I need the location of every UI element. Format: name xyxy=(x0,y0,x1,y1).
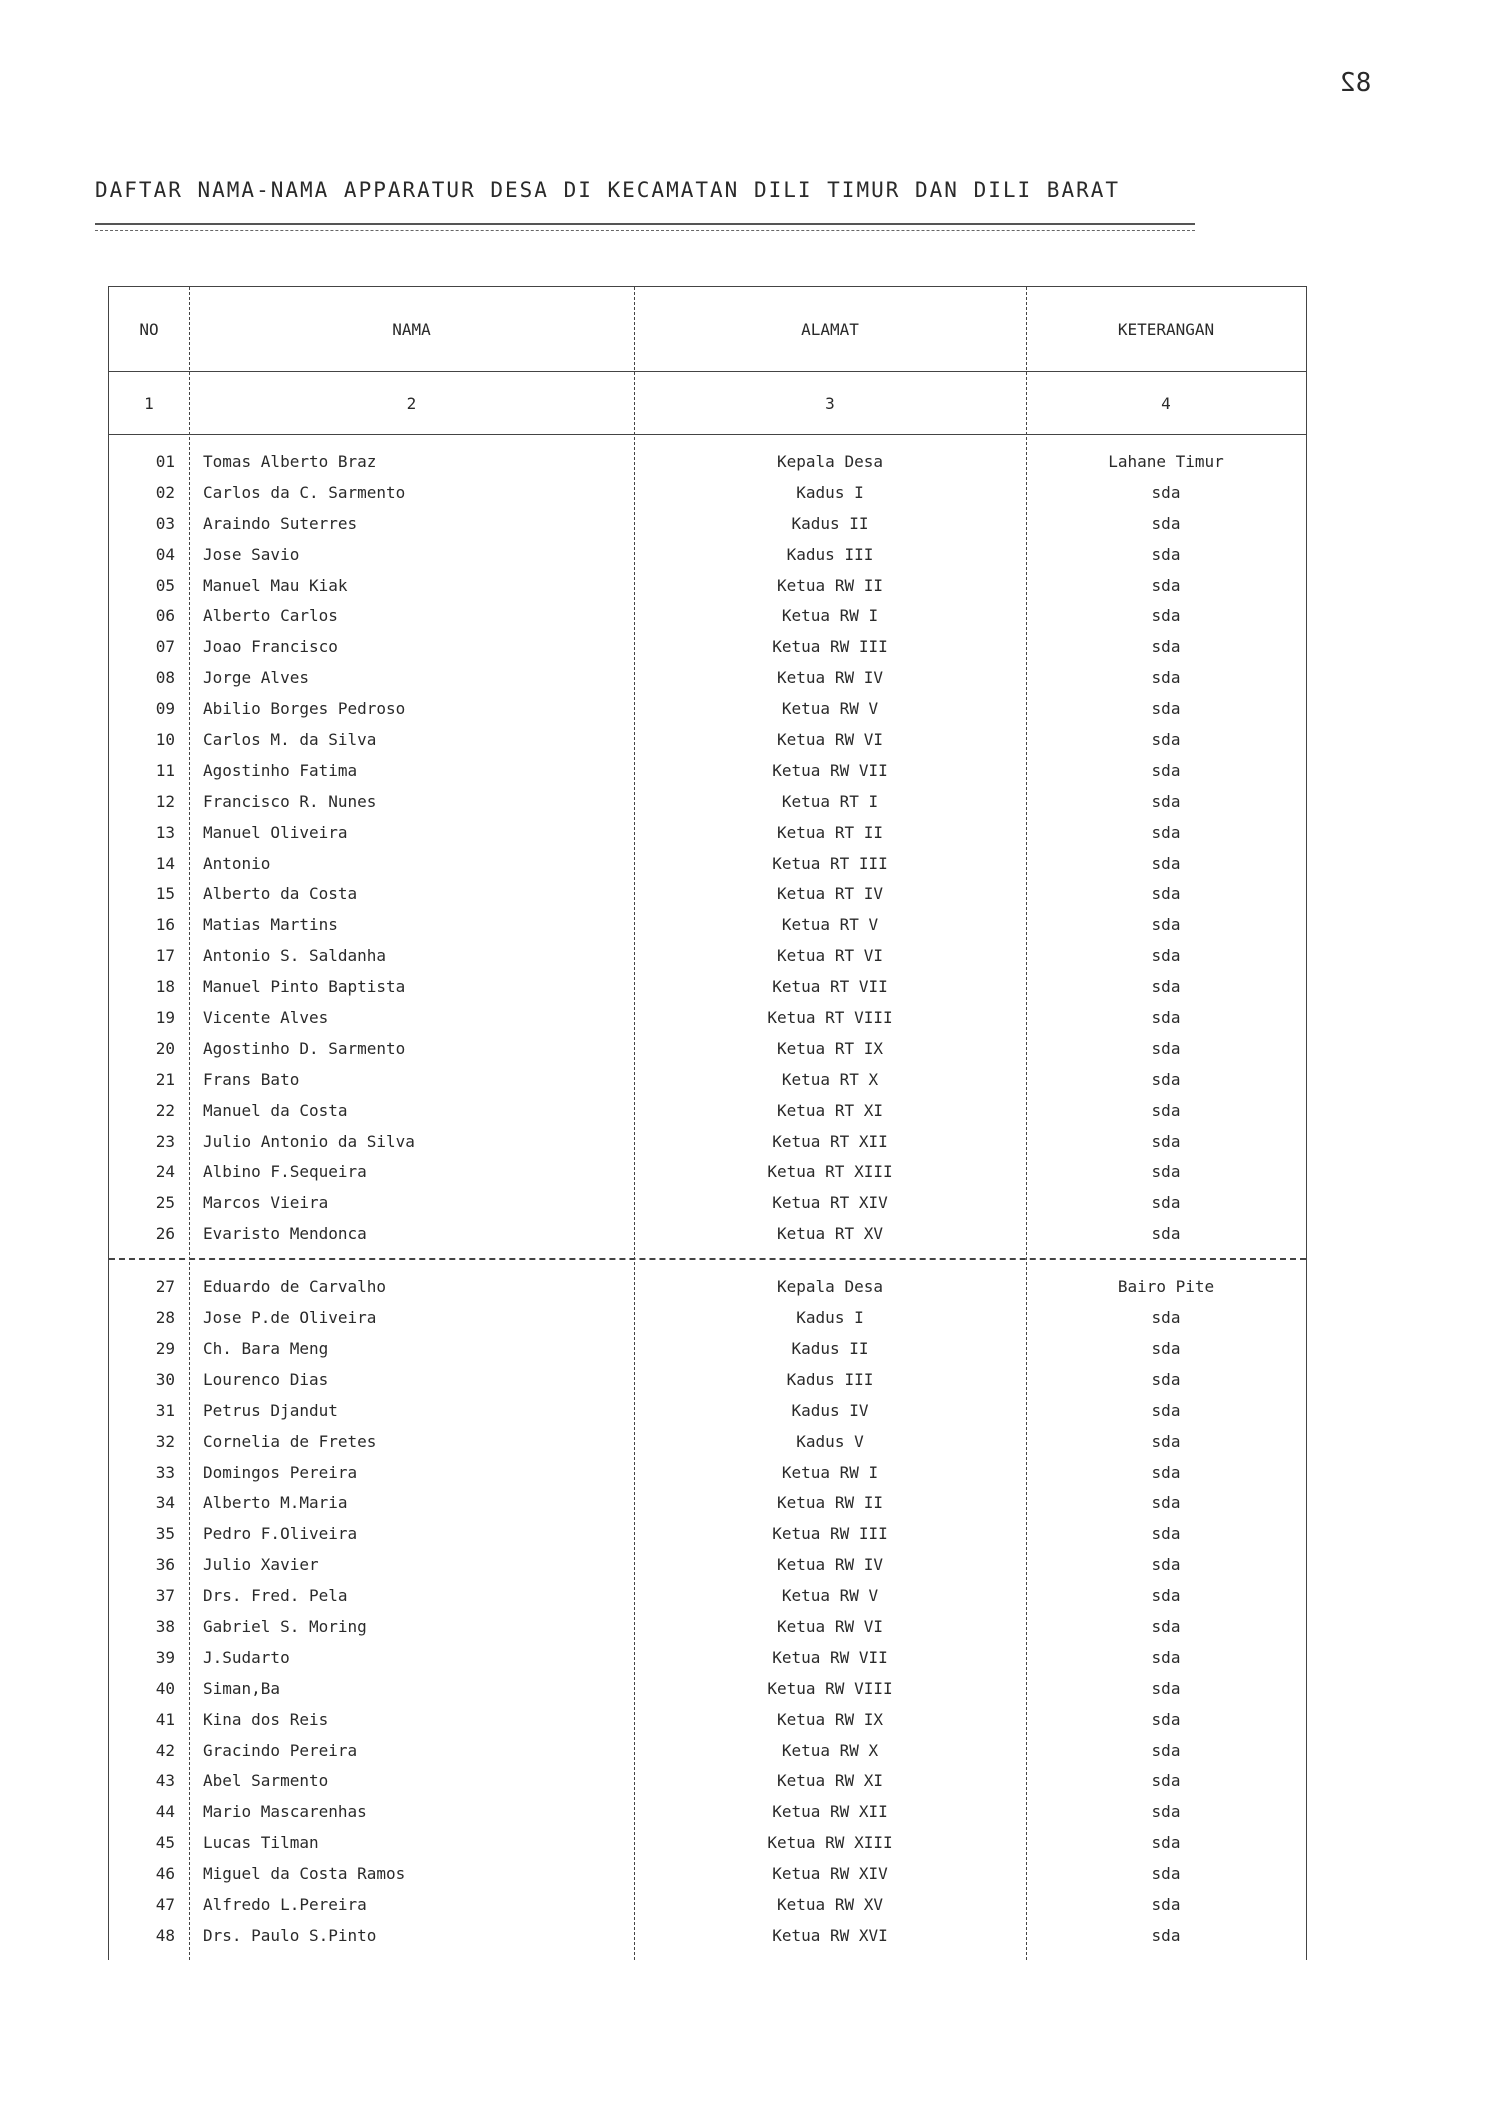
row-nama: Marcos Vieira xyxy=(203,1193,329,1213)
row-alamat: Ketua RT VIII xyxy=(767,1008,893,1028)
row-nama: Lourenco Dias xyxy=(203,1369,329,1389)
row-alamat: Ketua RW II xyxy=(777,1493,883,1513)
row-nama: Alberto M.Maria xyxy=(203,1493,348,1513)
row-keterangan: sda xyxy=(1151,1802,1181,1822)
row-number: 06 xyxy=(155,606,175,626)
row-keterangan: sda xyxy=(1151,1833,1181,1853)
table-row xyxy=(109,1766,1306,1797)
row-alamat: Ketua RW XVI xyxy=(772,1925,888,1945)
row-alamat: Ketua RW IX xyxy=(777,1709,883,1729)
row-nama: Julio Antonio da Silva xyxy=(203,1131,415,1151)
row-number: 09 xyxy=(155,699,175,719)
header-alamat: ALAMAT xyxy=(801,319,859,339)
header-no: NO xyxy=(139,319,159,339)
row-alamat: Ketua RW XIV xyxy=(772,1864,888,1884)
row-nama: Vicente Alves xyxy=(203,1008,329,1028)
row-number: 31 xyxy=(155,1400,175,1420)
row-number: 18 xyxy=(155,977,175,997)
row-alamat: Ketua RT VII xyxy=(772,977,888,997)
row-keterangan: sda xyxy=(1151,668,1181,688)
row-number: 48 xyxy=(155,1925,175,1945)
row-keterangan: sda xyxy=(1151,1462,1181,1482)
row-nama: Alberto da Costa xyxy=(203,884,358,904)
row-number: 25 xyxy=(155,1193,175,1213)
table-row xyxy=(109,447,1306,478)
row-nama: Joao Francisco xyxy=(203,637,338,657)
row-number: 08 xyxy=(155,668,175,688)
row-keterangan: sda xyxy=(1151,760,1181,780)
row-keterangan: sda xyxy=(1151,1224,1181,1244)
row-keterangan: sda xyxy=(1151,513,1181,533)
row-number: 33 xyxy=(155,1462,175,1482)
row-number: 10 xyxy=(155,730,175,750)
row-alamat: Kadus V xyxy=(796,1431,864,1451)
row-nama: Domingos Pereira xyxy=(203,1462,358,1482)
row-nama: Drs. Paulo S.Pinto xyxy=(203,1925,377,1945)
row-keterangan: sda xyxy=(1151,730,1181,750)
row-alamat: Ketua RW III xyxy=(772,1524,888,1544)
table-row xyxy=(109,1519,1306,1550)
row-nama: Antonio xyxy=(203,853,271,873)
row-number: 40 xyxy=(155,1678,175,1698)
row-alamat: Ketua RW VI xyxy=(777,1616,883,1636)
row-alamat: Ketua RT IV xyxy=(777,884,883,904)
page-number: 82 xyxy=(1340,68,1372,98)
row-number: 24 xyxy=(155,1162,175,1182)
row-keterangan: sda xyxy=(1151,1616,1181,1636)
document-title: DAFTAR NAMA-NAMA APPARATUR DESA DI KECAMATAN DILI TIMUR DAN DILI BARAT xyxy=(95,178,1121,202)
row-keterangan: sda xyxy=(1151,1524,1181,1544)
row-nama: Ch. Bara Meng xyxy=(203,1338,329,1358)
row-number: 13 xyxy=(155,822,175,842)
row-nama: Francisco R. Nunes xyxy=(203,791,377,811)
row-nama: Alfredo L.Pereira xyxy=(203,1894,367,1914)
row-nama: Evaristo Mendonca xyxy=(203,1224,367,1244)
row-keterangan: sda xyxy=(1151,1771,1181,1791)
row-alamat: Kadus IV xyxy=(791,1400,869,1420)
table-row xyxy=(109,1096,1306,1127)
table-row xyxy=(109,941,1306,972)
row-alamat: Ketua RT XIII xyxy=(767,1162,893,1182)
row-number: 36 xyxy=(155,1555,175,1575)
row-alamat: Ketua RT X xyxy=(781,1069,879,1089)
row-keterangan: sda xyxy=(1151,1369,1181,1389)
row-nama: Jose P.de Oliveira xyxy=(203,1308,377,1328)
table-row xyxy=(109,1612,1306,1643)
row-keterangan: sda xyxy=(1151,1008,1181,1028)
table-row xyxy=(109,1219,1306,1250)
row-number: 17 xyxy=(155,946,175,966)
row-nama: Jose Savio xyxy=(203,544,300,564)
row-nama: Gabriel S. Moring xyxy=(203,1616,367,1636)
table-row xyxy=(109,972,1306,1003)
row-number: 34 xyxy=(155,1493,175,1513)
table-row xyxy=(109,879,1306,910)
row-alamat: Ketua RW X xyxy=(781,1740,879,1760)
table-row xyxy=(109,1859,1306,1890)
table-row xyxy=(109,1157,1306,1188)
table-row xyxy=(109,1921,1306,1952)
table-row xyxy=(109,1705,1306,1736)
table-row xyxy=(109,509,1306,540)
row-keterangan: sda xyxy=(1151,915,1181,935)
row-keterangan: sda xyxy=(1151,1038,1181,1058)
row-alamat: Ketua RT II xyxy=(777,822,883,842)
row-keterangan: sda xyxy=(1151,544,1181,564)
row-number: 46 xyxy=(155,1864,175,1884)
row-nama: J.Sudarto xyxy=(203,1647,290,1667)
row-nama: Carlos M. da Silva xyxy=(203,730,377,750)
row-alamat: Ketua RW V xyxy=(781,699,879,719)
row-keterangan: sda xyxy=(1151,946,1181,966)
row-nama: Tomas Alberto Braz xyxy=(203,452,377,471)
row-number: 39 xyxy=(155,1647,175,1667)
row-keterangan: sda xyxy=(1151,1400,1181,1420)
row-nama: Miguel da Costa Ramos xyxy=(203,1864,406,1884)
table-row xyxy=(109,1334,1306,1365)
row-keterangan: sda xyxy=(1151,637,1181,657)
row-keterangan: sda xyxy=(1151,1131,1181,1151)
column-number: 1 xyxy=(144,393,154,413)
row-alamat: Ketua RW XI xyxy=(777,1771,883,1791)
row-nama: Agostinho D. Sarmento xyxy=(203,1038,406,1058)
table-row xyxy=(109,1034,1306,1065)
row-keterangan: sda xyxy=(1151,1162,1181,1182)
row-keterangan: sda xyxy=(1151,1647,1181,1667)
row-keterangan: sda xyxy=(1151,977,1181,997)
row-nama: Antonio S. Saldanha xyxy=(203,946,387,966)
row-alamat: Kadus I xyxy=(796,482,864,502)
table-row xyxy=(109,1188,1306,1219)
table-row xyxy=(109,849,1306,880)
table-row xyxy=(109,1427,1306,1458)
row-alamat: Kepala Desa xyxy=(777,1277,883,1297)
table-row xyxy=(109,1003,1306,1034)
row-number: 05 xyxy=(155,575,175,595)
table-row xyxy=(109,1458,1306,1489)
row-alamat: Ketua RW XII xyxy=(772,1802,888,1822)
table-row xyxy=(109,756,1306,787)
table-row xyxy=(109,632,1306,663)
row-alamat: Ketua RW IV xyxy=(777,668,883,688)
row-keterangan: sda xyxy=(1151,575,1181,595)
row-number: 44 xyxy=(155,1802,175,1822)
row-keterangan: sda xyxy=(1151,1864,1181,1884)
row-keterangan: sda xyxy=(1151,1100,1181,1120)
table-row xyxy=(109,1828,1306,1859)
table-row xyxy=(109,1272,1306,1303)
row-nama: Jorge Alves xyxy=(203,668,309,688)
row-alamat: Ketua RW I xyxy=(781,1462,879,1482)
row-number: 38 xyxy=(155,1616,175,1636)
table-row xyxy=(109,1065,1306,1096)
column-number: 3 xyxy=(825,393,835,413)
row-keterangan: sda xyxy=(1151,1740,1181,1760)
row-alamat: Kadus III xyxy=(786,544,874,564)
row-nama: Carlos da C. Sarmento xyxy=(203,482,406,502)
row-alamat: Kadus I xyxy=(796,1308,864,1328)
row-keterangan: sda xyxy=(1151,1925,1181,1945)
table-row xyxy=(109,540,1306,571)
row-number: 26 xyxy=(155,1224,175,1244)
row-keterangan: sda xyxy=(1151,699,1181,719)
row-number: 02 xyxy=(155,482,175,502)
table-row xyxy=(109,571,1306,602)
row-number: 12 xyxy=(155,791,175,811)
row-nama: Drs. Fred. Pela xyxy=(203,1586,348,1606)
row-number: 21 xyxy=(155,1069,175,1089)
desa-group-lahane-timur xyxy=(109,435,1306,1260)
row-keterangan: sda xyxy=(1151,482,1181,502)
table-row xyxy=(109,601,1306,632)
table-row xyxy=(109,818,1306,849)
row-number: 30 xyxy=(155,1369,175,1389)
table-row xyxy=(109,910,1306,941)
row-alamat: Ketua RT III xyxy=(772,853,888,873)
table-row xyxy=(109,694,1306,725)
row-keterangan: sda xyxy=(1151,884,1181,904)
header-nama: NAMA xyxy=(392,319,431,339)
row-alamat: Ketua RW IV xyxy=(777,1555,883,1575)
row-number: 27 xyxy=(155,1277,175,1297)
row-alamat: Ketua RW VII xyxy=(772,760,888,780)
row-keterangan: sda xyxy=(1151,1193,1181,1213)
row-alamat: Ketua RW V xyxy=(781,1586,879,1606)
header-keterangan: KETERANGAN xyxy=(1117,319,1215,339)
row-number: 42 xyxy=(155,1740,175,1760)
row-number: 03 xyxy=(155,513,175,533)
row-alamat: Kepala Desa xyxy=(777,452,883,471)
table-row xyxy=(109,1890,1306,1921)
table-row xyxy=(109,1396,1306,1427)
row-number: 11 xyxy=(155,760,175,780)
row-number: 32 xyxy=(155,1431,175,1451)
row-nama: Pedro F.Oliveira xyxy=(203,1524,358,1544)
row-keterangan: sda xyxy=(1151,1709,1181,1729)
row-nama: Agostinho Fatima xyxy=(203,760,358,780)
table-row xyxy=(109,663,1306,694)
row-nama: Araindo Suterres xyxy=(203,513,358,533)
row-number: 43 xyxy=(155,1771,175,1791)
row-nama: Kina dos Reis xyxy=(203,1709,329,1729)
row-keterangan: sda xyxy=(1151,1678,1181,1698)
table-header-row xyxy=(109,287,1306,372)
apparatus-table xyxy=(108,286,1307,1960)
row-number: 45 xyxy=(155,1833,175,1853)
row-alamat: Ketua RW III xyxy=(772,637,888,657)
table-row xyxy=(109,1127,1306,1158)
row-alamat: Ketua RW VI xyxy=(777,730,883,750)
row-number: 37 xyxy=(155,1586,175,1606)
table-row xyxy=(109,1797,1306,1828)
row-keterangan: sda xyxy=(1151,1069,1181,1089)
row-nama: Petrus Djandut xyxy=(203,1400,338,1420)
row-number: 47 xyxy=(155,1894,175,1914)
row-nama: Eduardo de Carvalho xyxy=(203,1277,387,1297)
row-keterangan: sda xyxy=(1151,1586,1181,1606)
row-nama: Gracindo Pereira xyxy=(203,1740,358,1760)
row-number: 22 xyxy=(155,1100,175,1120)
row-nama: Manuel da Costa xyxy=(203,1100,348,1120)
row-keterangan: sda xyxy=(1151,1555,1181,1575)
row-number: 15 xyxy=(155,884,175,904)
row-alamat: Ketua RT XI xyxy=(777,1100,883,1120)
row-nama: Siman,Ba xyxy=(203,1678,281,1698)
row-number: 23 xyxy=(155,1131,175,1151)
row-keterangan: sda xyxy=(1151,1493,1181,1513)
row-number: 28 xyxy=(155,1308,175,1328)
row-nama: Alberto Carlos xyxy=(203,606,338,626)
row-nama: Manuel Pinto Baptista xyxy=(203,977,406,997)
row-keterangan: sda xyxy=(1151,791,1181,811)
row-nama: Lucas Tilman xyxy=(203,1833,319,1853)
table-row xyxy=(109,1488,1306,1519)
row-number: 07 xyxy=(155,637,175,657)
table-row xyxy=(109,1365,1306,1396)
row-nama: Cornelia de Fretes xyxy=(203,1431,377,1451)
table-row xyxy=(109,1643,1306,1674)
row-number: 01 xyxy=(155,452,175,471)
title-underline xyxy=(95,223,1195,225)
row-alamat: Ketua RW XV xyxy=(777,1894,883,1914)
row-alamat: Ketua RT XV xyxy=(777,1224,883,1244)
row-nama: Matias Martins xyxy=(203,915,338,935)
table-row xyxy=(109,725,1306,756)
row-alamat: Kadus II xyxy=(791,513,869,533)
row-number: 16 xyxy=(155,915,175,935)
row-nama: Mario Mascarenhas xyxy=(203,1802,367,1822)
row-alamat: Ketua RT IX xyxy=(777,1038,883,1058)
row-nama: Manuel Oliveira xyxy=(203,822,348,842)
row-alamat: Ketua RW II xyxy=(777,575,883,595)
title-underline-dashed xyxy=(95,230,1195,231)
table-row xyxy=(109,1736,1306,1767)
row-keterangan: sda xyxy=(1151,822,1181,842)
row-number: 35 xyxy=(155,1524,175,1544)
row-nama: Julio Xavier xyxy=(203,1555,319,1575)
row-nama: Abel Sarmento xyxy=(203,1771,329,1791)
row-alamat: Ketua RW XIII xyxy=(767,1833,893,1853)
table-row xyxy=(109,1674,1306,1705)
column-number-row xyxy=(109,372,1306,435)
table-row xyxy=(109,787,1306,818)
row-keterangan: Lahane Timur xyxy=(1108,452,1224,471)
row-alamat: Ketua RT V xyxy=(781,915,879,935)
row-alamat: Kadus III xyxy=(786,1369,874,1389)
desa-group-bairo-pite xyxy=(109,1260,1306,1960)
row-alamat: Ketua RW I xyxy=(781,606,879,626)
row-keterangan: sda xyxy=(1151,1894,1181,1914)
table-row xyxy=(109,478,1306,509)
row-number: 29 xyxy=(155,1338,175,1358)
column-number: 4 xyxy=(1161,393,1171,413)
row-nama: Frans Bato xyxy=(203,1069,300,1089)
row-alamat: Ketua RT VI xyxy=(777,946,883,966)
row-keterangan: sda xyxy=(1151,606,1181,626)
row-number: 41 xyxy=(155,1709,175,1729)
row-alamat: Ketua RW VIII xyxy=(767,1678,893,1698)
row-keterangan: Bairo Pite xyxy=(1117,1277,1215,1297)
row-nama: Albino F.Sequeira xyxy=(203,1162,367,1182)
row-keterangan: sda xyxy=(1151,1431,1181,1451)
row-alamat: Ketua RT I xyxy=(781,791,879,811)
table-row xyxy=(109,1581,1306,1612)
row-number: 14 xyxy=(155,853,175,873)
row-nama: Abilio Borges Pedroso xyxy=(203,699,406,719)
column-number: 2 xyxy=(406,393,417,413)
row-nama: Manuel Mau Kiak xyxy=(203,575,348,595)
row-number: 20 xyxy=(155,1038,175,1058)
row-number: 19 xyxy=(155,1008,175,1028)
row-alamat: Ketua RT XIV xyxy=(772,1193,888,1213)
table-row xyxy=(109,1303,1306,1334)
row-keterangan: sda xyxy=(1151,1308,1181,1328)
row-keterangan: sda xyxy=(1151,1338,1181,1358)
row-alamat: Kadus II xyxy=(791,1338,869,1358)
row-alamat: Ketua RT XII xyxy=(772,1131,888,1151)
table-row xyxy=(109,1550,1306,1581)
row-keterangan: sda xyxy=(1151,853,1181,873)
row-alamat: Ketua RW VII xyxy=(772,1647,888,1667)
row-number: 04 xyxy=(155,544,175,564)
